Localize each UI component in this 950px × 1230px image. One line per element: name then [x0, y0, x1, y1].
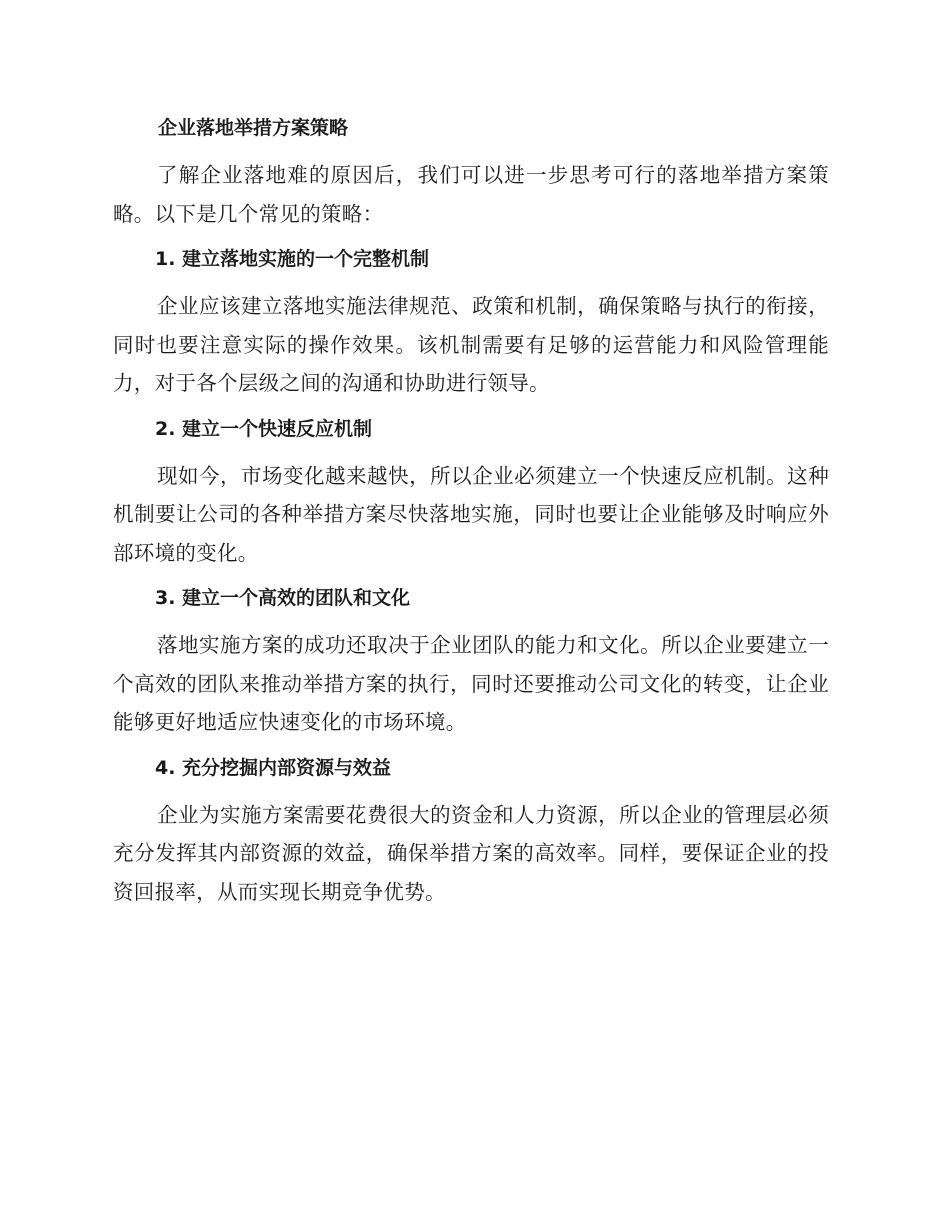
- section-heading-1: 1. 建立落地实施的一个完整机制: [155, 248, 430, 270]
- section-heading-2: 2. 建立一个快速反应机制: [155, 417, 373, 440]
- section-body-1: 企业应该建立落地实施法律规范、政策和机制，确保策略与执行的衔接，同时也要注意实际的操作效果。该机制需要有足够的运营能力和风险管理能力，对于各个层级之间的沟通和协助进行领导。: [113, 294, 829, 395]
- document-page: [113, 112, 829, 921]
- section-body-4: 企业为实施方案需要花费很大的资金和人力资源，所以企业的管理层必须充分发挥其内部资源的效益，确保举措方案的高效率。同样，要保证企业的投资回报率，从而实现长期竞争优势。: [113, 802, 829, 904]
- document-title: 企业落地举措方案策略: [158, 117, 349, 139]
- section-heading-4: 4. 充分挖掘内部资源与效益: [155, 756, 392, 779]
- section-heading-3: 3. 建立一个高效的团队和文化: [155, 587, 411, 609]
- intro-paragraph: 了解企业落地难的原因后，我们可以进一步思考可行的落地举措方案策略。以下是几个常见的策略：: [113, 163, 829, 226]
- section-body-3: 落地实施方案的成功还取决于企业团队的能力和文化。所以企业要建立一个高效的团队来推动举措方案的执行，同时还要推动公司文化的转变，让企业能够更好地适应快速变化的市场环境。: [113, 633, 829, 734]
- section-body-2: 现如今，市场变化越来越快，所以企业必须建立一个快速反应机制。这种机制要让公司的各种举措方案尽快落地实施，同时也要让企业能够及时响应外部环境的变化。: [113, 463, 829, 565]
